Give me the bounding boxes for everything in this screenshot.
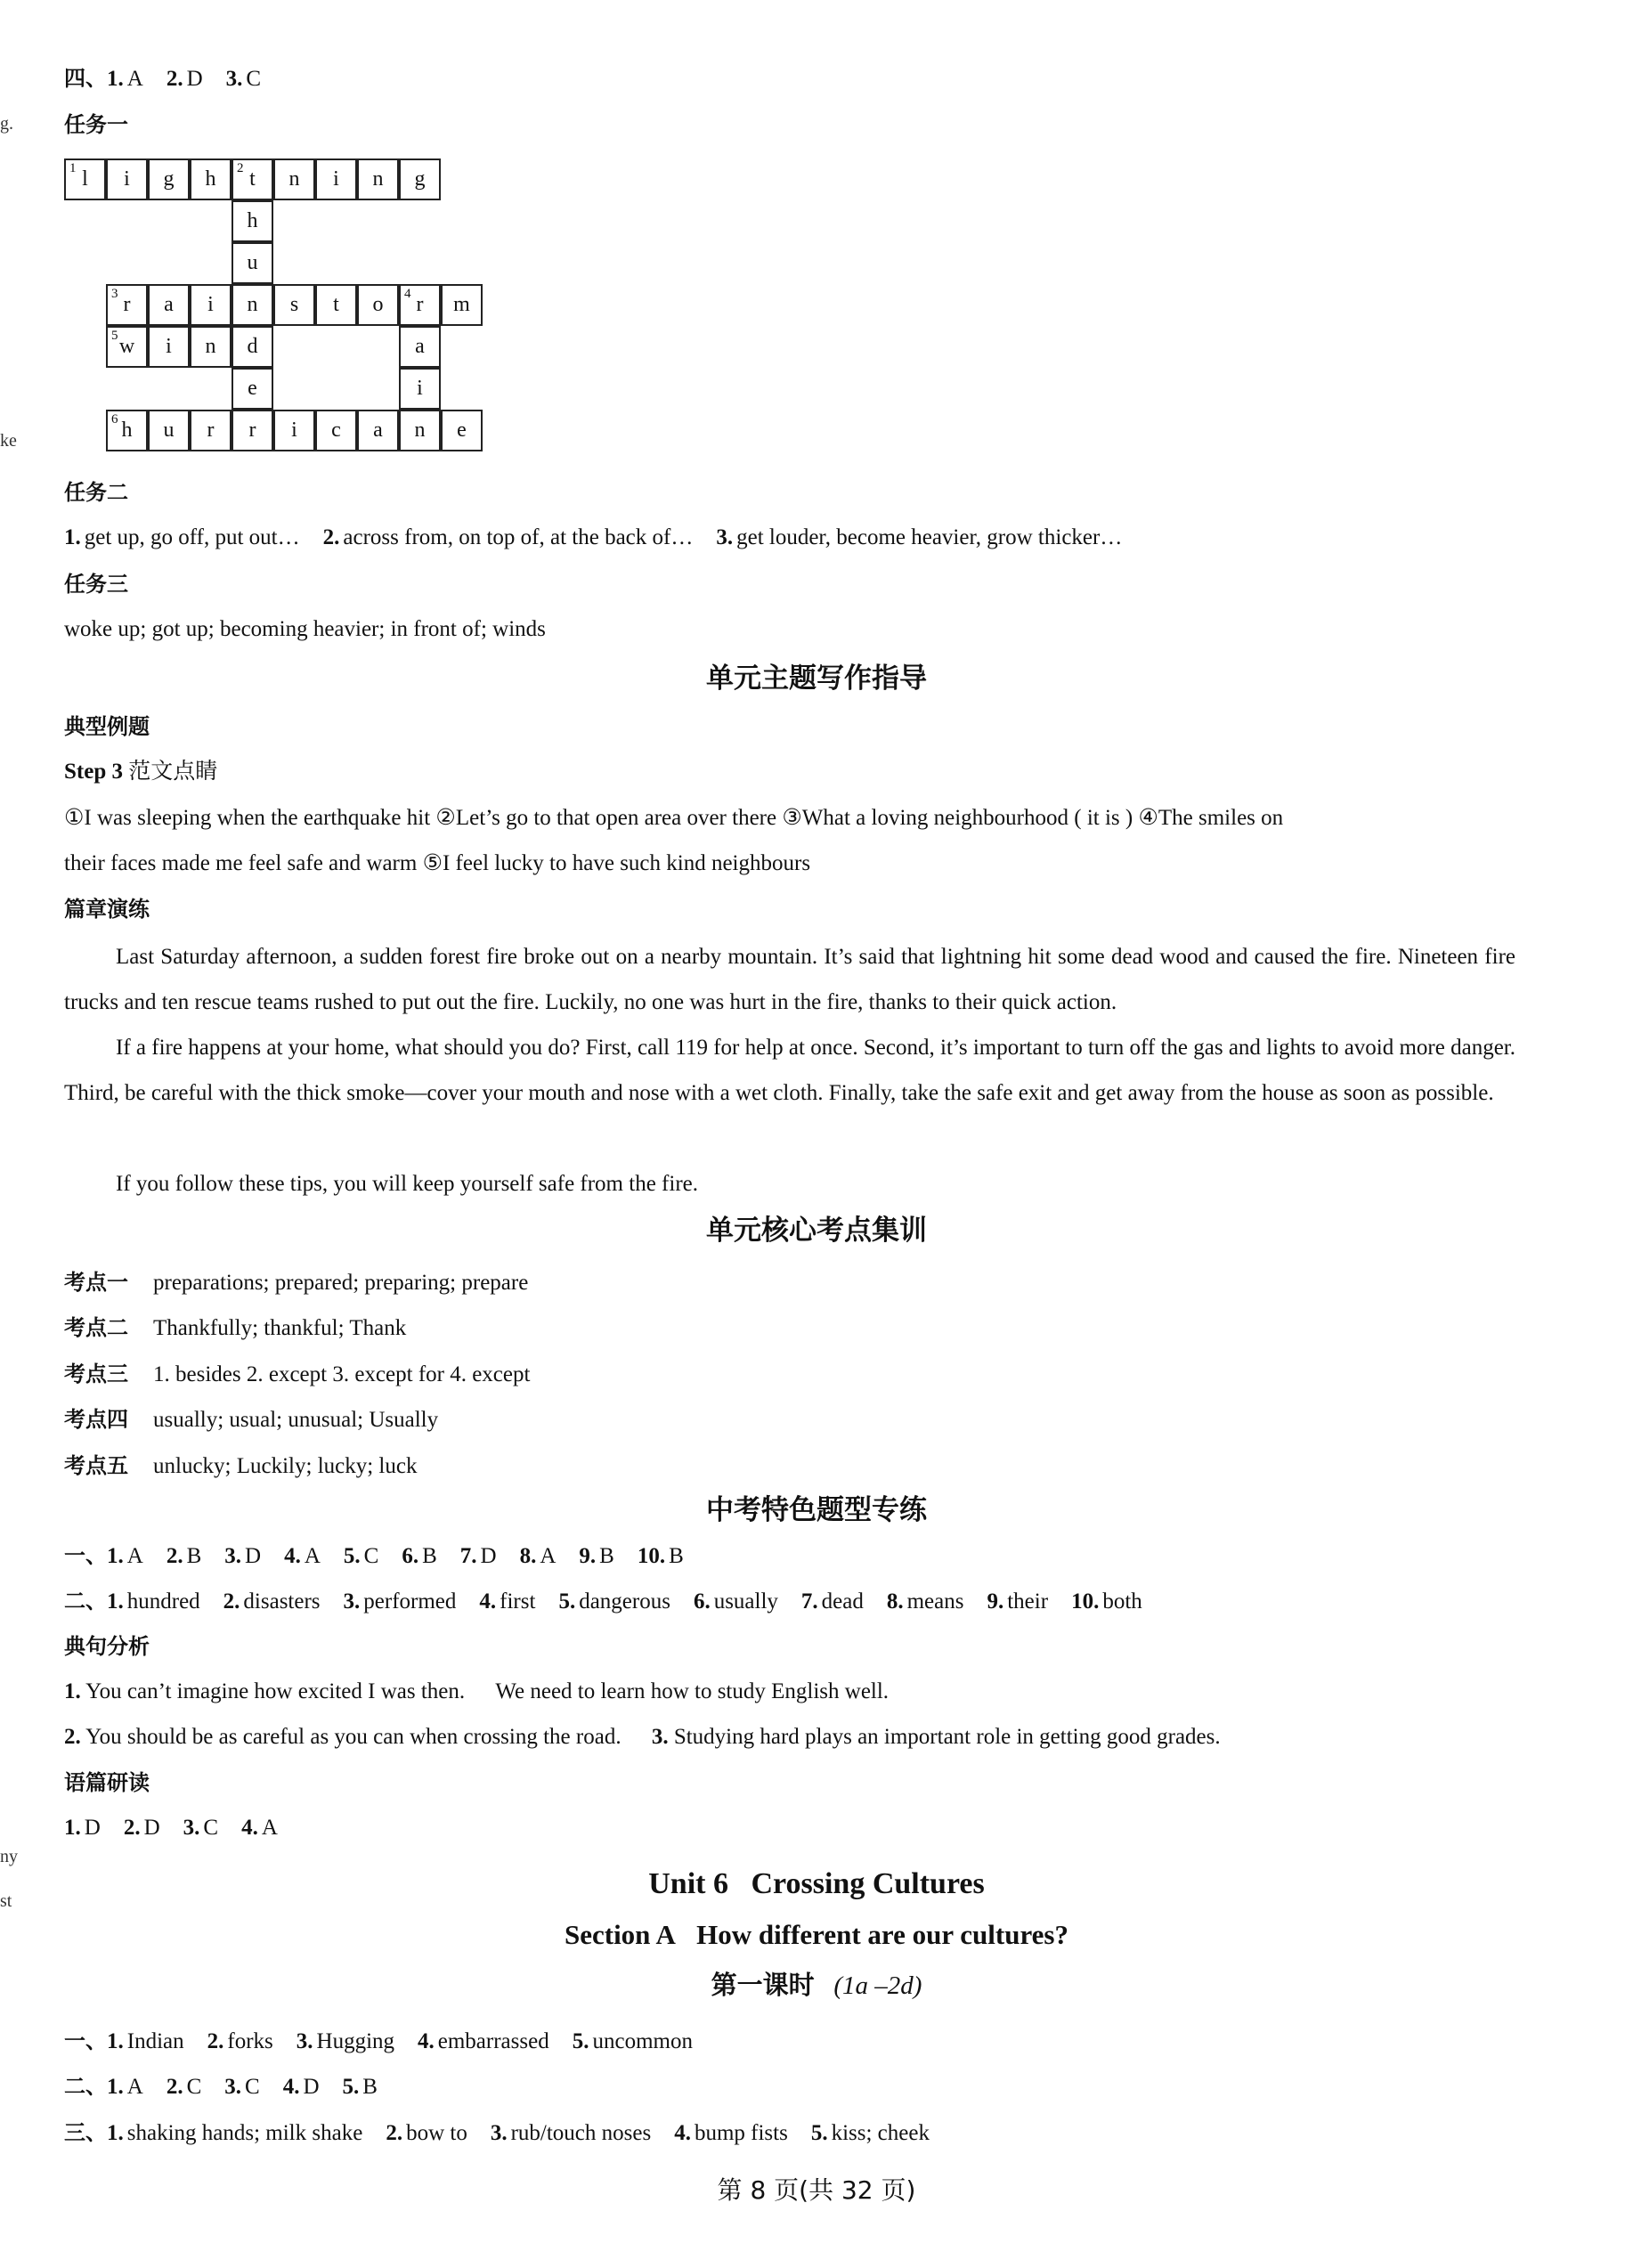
typical-heading: 典型例题 xyxy=(64,714,150,739)
unit-title xyxy=(0,1865,1633,1904)
section-label: 二、 xyxy=(64,2074,107,2099)
answer-number: 1. xyxy=(107,2029,124,2053)
crossword-letter: u xyxy=(163,419,175,442)
answer-text: their xyxy=(1007,1589,1049,1614)
answer-text: D xyxy=(245,1544,262,1568)
task3-answers: woke up; got up; becoming heavier; in front of; winds xyxy=(64,617,546,641)
section-label: 一、 xyxy=(64,1543,107,1568)
answer-item xyxy=(343,2073,378,2101)
answer-number: 4. xyxy=(479,1589,497,1614)
answer-number: 4. xyxy=(241,1816,258,1840)
section-number: Section A xyxy=(564,1919,676,1950)
core-label: 考点三 xyxy=(64,1362,128,1386)
answer-item xyxy=(801,1588,864,1616)
core-answer: Thankfully; thankful; Thank xyxy=(153,1316,407,1340)
answer-number: 3. xyxy=(183,1816,200,1840)
essay-paragraph-3: If you follow these tips, you will keep yourself safe from the fire. xyxy=(116,1172,698,1196)
exam-part2 xyxy=(64,1587,1142,1616)
answer-text: C xyxy=(363,1544,379,1568)
answer-item xyxy=(183,1814,218,1842)
crossword-letter: r xyxy=(207,419,215,442)
answer-item xyxy=(107,2119,362,2148)
practice-heading: 篇章演练 xyxy=(64,897,150,922)
crossword-letter: t xyxy=(333,293,339,316)
crossword-letter: d xyxy=(247,335,258,358)
answer-number: 2. xyxy=(166,67,183,91)
clue-number: 3 xyxy=(111,287,118,301)
sentence-3: Studying hard plays an important role in getting good grades. xyxy=(673,1725,1221,1749)
answer-item xyxy=(283,2073,320,2101)
crossword-letter: h xyxy=(205,167,216,191)
answer-number: 1. xyxy=(107,1589,124,1614)
answer-item xyxy=(1071,1588,1142,1616)
unit6-part2 xyxy=(64,2072,378,2101)
crossword-letter: i xyxy=(291,419,297,442)
answer-item xyxy=(226,65,261,93)
unit6-part3 xyxy=(64,2118,930,2148)
crossword-cell xyxy=(232,326,273,368)
crossword-cell xyxy=(190,326,232,368)
answer-text: A xyxy=(261,1816,278,1840)
core-answer: preparations; prepared; preparing; prepare xyxy=(153,1271,529,1295)
clue-number: 1 xyxy=(69,161,77,175)
step-title: 范文点睛 xyxy=(128,760,218,784)
answer-number: 8. xyxy=(886,1589,904,1614)
answer-number: 4. xyxy=(284,1544,301,1568)
edge-fragment: g. xyxy=(0,114,13,134)
answer-item xyxy=(107,1542,143,1571)
answer-item xyxy=(64,1814,101,1842)
answer-text: D xyxy=(143,1816,160,1840)
crossword-cell xyxy=(148,326,190,368)
answer-item xyxy=(167,1542,201,1571)
answer-item xyxy=(402,1542,436,1571)
section-title xyxy=(0,1917,1633,1953)
answer-item xyxy=(579,1542,613,1571)
crossword-cell xyxy=(106,284,148,326)
unit-number: Unit 6 xyxy=(648,1867,728,1900)
answer-number: 2. xyxy=(223,1589,240,1614)
model-sentences-2: their faces made me feel safe and warm ⑤I feel lucky to have such kind neighbours xyxy=(64,851,811,875)
answer-text: kiss; cheek xyxy=(831,2121,930,2145)
answer-item xyxy=(107,2028,184,2056)
answer-number: 1. xyxy=(107,67,124,91)
section-label: 三、 xyxy=(64,2120,107,2145)
answer-number: 3. xyxy=(296,2029,313,2053)
clue-number: 6 xyxy=(111,412,118,427)
answer-text: B xyxy=(669,1544,684,1568)
crossword-letter: t xyxy=(249,167,256,191)
crossword-cell xyxy=(357,159,399,200)
crossword-cell xyxy=(315,284,357,326)
answer-number: 2. xyxy=(386,2121,403,2145)
answer-number: 3. xyxy=(490,2121,508,2145)
model-sentences-1: ①I was sleeping when the earthquake hit ②Let’s go to that open area over there ③What a loving neighbourhood ( it is ) ④The smiles on xyxy=(64,806,1284,830)
answer-text: get up, go off, put out… xyxy=(84,525,300,549)
answer-item xyxy=(418,2028,549,2056)
crossword-letter: r xyxy=(416,293,424,316)
crossword-cell xyxy=(399,159,441,200)
answer-item xyxy=(107,1588,200,1616)
answer-number: 5. xyxy=(343,1544,361,1568)
sentence-row-1: 1. You can’t imagine how excited I was then. We need to learn how to study English well. xyxy=(64,1679,890,1703)
core-label: 考点一 xyxy=(64,1270,128,1295)
crossword-cell xyxy=(190,410,232,451)
answer-text: means xyxy=(906,1589,964,1614)
answer-item xyxy=(344,1588,457,1616)
answer-number: 6. xyxy=(693,1589,711,1614)
page-footer: 第 8 页(共 32 页) xyxy=(717,2175,916,2205)
answer-text: A xyxy=(126,67,143,91)
answer-item xyxy=(284,1542,321,1571)
answer-item xyxy=(887,1588,964,1616)
answer-item xyxy=(638,1542,684,1571)
crossword-letter: r xyxy=(248,419,256,442)
crossword-cell xyxy=(232,410,273,451)
answer-text: A xyxy=(304,1544,321,1568)
crossword-letter: n xyxy=(288,167,300,191)
answer-number: 1. xyxy=(107,2121,124,2145)
answer-item xyxy=(167,65,203,93)
answer-text: Hugging xyxy=(316,2029,395,2053)
crossword-cell xyxy=(106,410,148,451)
answer-text: D xyxy=(480,1544,497,1568)
step-heading xyxy=(64,758,217,786)
answer-number: 6. xyxy=(402,1544,419,1568)
section-label: 四、 xyxy=(64,66,107,91)
sentence-2: You should be as careful as you can when crossing the road. xyxy=(85,1725,622,1749)
answer-text: get louder, become heavier, grow thicker… xyxy=(736,525,1123,549)
answer-number: 1. xyxy=(107,2075,124,2099)
answer-number: 9. xyxy=(579,1544,597,1568)
section-name: How different are our cultures? xyxy=(696,1919,1068,1950)
unit-name: Crossing Cultures xyxy=(751,1867,985,1900)
sentence-1: You can’t imagine how excited I was then. xyxy=(85,1679,466,1703)
answer-number: 1. xyxy=(64,525,81,549)
crossword-cell xyxy=(232,284,273,326)
answer-text: D xyxy=(303,2075,320,2099)
unit6-part1 xyxy=(64,2027,693,2056)
crossword-cell xyxy=(357,410,399,451)
exam-title: 中考特色题型专练 xyxy=(706,1494,927,1526)
essay-paragraph-1: Last Saturday afternoon, a sudden forest fire broke out on a nearby mountain. It’s said that lightning hit some dead wood and caused the fire. Nineteen fire trucks and ten rescue teams rushed to put out the fire. Luckily, no one was hurt in the fire, thanks to their quick action. xyxy=(64,945,1515,1014)
task3-heading: 任务三 xyxy=(64,572,128,597)
section-label: 一、 xyxy=(64,2028,107,2053)
crossword-letter: i xyxy=(207,293,214,316)
crossword-cell xyxy=(399,284,441,326)
crossword-letter: o xyxy=(372,293,384,316)
crossword-cell xyxy=(148,410,190,451)
crossword-cell xyxy=(232,159,273,200)
section-label: 二、 xyxy=(64,1589,107,1614)
answer-text: shaking hands; milk shake xyxy=(126,2121,363,2145)
answer-item xyxy=(323,524,694,552)
crossword-cell xyxy=(148,284,190,326)
sentence-1b: We need to learn how to study English well. xyxy=(495,1679,890,1703)
crossword-letter: a xyxy=(164,293,174,316)
answer-number: 1. xyxy=(107,1544,124,1568)
core-row xyxy=(64,1405,438,1435)
clue-number: 4 xyxy=(404,287,411,301)
answer-text: dead xyxy=(821,1589,864,1614)
answer-text: C xyxy=(245,2075,260,2099)
crossword-letter: h xyxy=(247,209,258,232)
crossword-cell xyxy=(106,326,148,368)
lesson-range: (1a –2d) xyxy=(833,1971,922,2000)
crossword-cell xyxy=(232,242,273,284)
answer-item xyxy=(224,2073,259,2101)
crossword-cell xyxy=(190,284,232,326)
task1-heading: 任务一 xyxy=(64,112,128,137)
answer-item xyxy=(479,1588,535,1616)
answer-text: A xyxy=(126,1544,143,1568)
answer-number: 3. xyxy=(716,525,734,549)
answer-item xyxy=(491,2119,651,2148)
section4-answers xyxy=(64,64,261,93)
answer-text: both xyxy=(1102,1589,1142,1614)
sentence-heading: 典句分析 xyxy=(64,1634,150,1659)
answer-number: 8. xyxy=(519,1544,537,1568)
crossword-cell xyxy=(232,200,273,242)
crossword-cell xyxy=(273,159,315,200)
answer-text: dangerous xyxy=(579,1589,670,1614)
answer-text: bump fists xyxy=(694,2121,788,2145)
crossword-cell xyxy=(399,410,441,451)
answer-item xyxy=(107,65,143,93)
crossword-cell xyxy=(232,368,273,410)
crossword-letter: l xyxy=(82,167,88,191)
answer-number: 4. xyxy=(418,2029,435,2053)
answer-text: A xyxy=(126,2075,143,2099)
answer-text: C xyxy=(203,1816,219,1840)
core-row xyxy=(64,1313,406,1343)
answer-text: first xyxy=(500,1589,536,1614)
answer-number: 4. xyxy=(674,2121,691,2145)
answer-item xyxy=(344,1542,378,1571)
answer-item xyxy=(224,1542,261,1571)
crossword-letter: h xyxy=(121,419,133,442)
core-row xyxy=(64,1268,528,1297)
crossword-cell xyxy=(315,159,357,200)
answer-item xyxy=(674,2119,788,2148)
core-answer: 1. besides 2. except 3. except for 4. except xyxy=(153,1362,531,1386)
answer-text: performed xyxy=(363,1589,457,1614)
task2-heading: 任务二 xyxy=(64,480,128,505)
answer-number: 3. xyxy=(225,67,243,91)
exam-part1 xyxy=(64,1541,684,1571)
essay-paragraph-2: If a fire happens at your home, what should you do? First, call 119 for help at once. Second, it’s important to turn off the gas and lights to avoid more danger. Third, be careful with the thick smoke—cover your mouth and nose with a wet cloth. Finally, take the safe exit and get away from the house as soon as possible. xyxy=(64,1036,1515,1105)
answer-text: C xyxy=(246,67,262,91)
crossword-cell xyxy=(106,159,148,200)
answer-item xyxy=(64,524,300,552)
answer-item xyxy=(811,2119,930,2148)
answer-text: B xyxy=(422,1544,437,1568)
crossword-letter: r xyxy=(123,293,131,316)
core-label: 考点四 xyxy=(64,1407,128,1432)
answer-number: 2. xyxy=(166,1544,183,1568)
answer-item xyxy=(107,2073,143,2101)
crossword-letter: c xyxy=(331,419,341,442)
answer-item xyxy=(520,1542,557,1571)
crossword-cell xyxy=(441,410,483,451)
crossword-letter: i xyxy=(124,167,130,191)
crossword-cell xyxy=(273,410,315,451)
crossword-cell xyxy=(273,284,315,326)
answer-number: 2. xyxy=(166,2075,183,2099)
sentence-row-2: 2. You should be as careful as you can when crossing the road. 3. Studying hard plays an important role in getting good grades. xyxy=(64,1725,1221,1749)
crossword-letter: n xyxy=(372,167,384,191)
crossword-cell xyxy=(190,159,232,200)
answer-item xyxy=(716,524,1122,552)
answer-text: C xyxy=(186,2075,202,2099)
lesson-name: 第一课时 xyxy=(711,1970,815,2000)
crossword-cell xyxy=(399,326,441,368)
crossword-letter: m xyxy=(453,293,470,316)
answer-item xyxy=(987,1588,1048,1616)
answer-text: across from, on top of, at the back of… xyxy=(343,525,694,549)
crossword-letter: e xyxy=(248,377,257,400)
answer-item xyxy=(386,2119,467,2148)
answer-item xyxy=(558,1588,670,1616)
crossword-letter: w xyxy=(118,335,135,358)
crossword-letter: s xyxy=(289,293,299,316)
answer-text: bow to xyxy=(406,2121,467,2145)
crossword-letter: a xyxy=(373,419,383,442)
core-answer: unlucky; Luckily; lucky; luck xyxy=(153,1454,418,1478)
answer-number: 9. xyxy=(987,1589,1004,1614)
reading-heading: 语篇研读 xyxy=(64,1770,150,1795)
reading-answers xyxy=(64,1814,278,1842)
answer-text: uncommon xyxy=(592,2029,693,2053)
answer-number: 5. xyxy=(342,2075,360,2099)
crossword-cell xyxy=(357,284,399,326)
core-title: 单元核心考点集训 xyxy=(706,1215,927,1247)
answer-number: 3. xyxy=(224,1544,241,1568)
answer-number: 3. xyxy=(224,2075,241,2099)
core-row xyxy=(64,1360,530,1389)
answer-number: 5. xyxy=(810,2121,828,2145)
edge-fragment: st xyxy=(0,1891,12,1911)
answer-number: 7. xyxy=(800,1589,818,1614)
core-label: 考点二 xyxy=(64,1315,128,1340)
answer-item xyxy=(223,1588,321,1616)
answer-number: 1. xyxy=(64,1816,81,1840)
answer-number: 2. xyxy=(322,525,340,549)
answer-number: 3. xyxy=(343,1589,361,1614)
answer-text: embarrassed xyxy=(437,2029,549,2053)
clue-number: 5 xyxy=(111,329,118,343)
writing-title: 单元主题写作指导 xyxy=(706,663,927,695)
crossword-cell xyxy=(441,284,483,326)
crossword-letter: n xyxy=(205,335,216,358)
answer-text: disasters xyxy=(243,1589,321,1614)
answer-item xyxy=(573,2028,693,2056)
crossword-letter: n xyxy=(247,293,258,316)
crossword-cell xyxy=(148,159,190,200)
lesson-title xyxy=(0,1968,1633,2003)
core-row xyxy=(64,1451,417,1481)
core-answer: usually; usual; unusual; Usually xyxy=(153,1408,439,1432)
answer-number: 2. xyxy=(123,1816,141,1840)
crossword-letter: i xyxy=(333,167,339,191)
answer-number: 5. xyxy=(558,1589,576,1614)
answer-text: Indian xyxy=(126,2029,184,2053)
answer-item xyxy=(167,2073,201,2101)
answer-text: usually xyxy=(713,1589,778,1614)
answer-number: 4. xyxy=(282,2075,300,2099)
crossword-letter: n xyxy=(414,419,426,442)
answer-number: 10. xyxy=(1071,1589,1100,1614)
crossword-letter: i xyxy=(166,335,172,358)
crossword-cell xyxy=(399,368,441,410)
clue-number: 2 xyxy=(237,161,244,175)
edge-fragment: ke xyxy=(0,431,17,451)
crossword-letter: u xyxy=(247,251,258,274)
crossword-cell xyxy=(64,159,106,200)
answer-number: 7. xyxy=(459,1544,477,1568)
crossword-letter: i xyxy=(417,377,423,400)
answer-number: 5. xyxy=(572,2029,589,2053)
crossword-letter: a xyxy=(415,335,425,358)
answer-item xyxy=(297,2028,394,2056)
answer-item xyxy=(694,1588,778,1616)
answer-item xyxy=(460,1542,497,1571)
answer-text: forks xyxy=(227,2029,273,2053)
answer-text: D xyxy=(186,67,203,91)
answer-item xyxy=(207,2028,273,2056)
answer-text: B xyxy=(362,2075,378,2099)
answer-text: B xyxy=(186,1544,202,1568)
answer-text: rub/touch noses xyxy=(510,2121,652,2145)
crossword-letter: g xyxy=(163,167,175,191)
answer-item xyxy=(241,1814,278,1842)
edge-fragment: ny xyxy=(0,1847,18,1866)
crossword-letter: g xyxy=(414,167,426,191)
answer-text: hundred xyxy=(126,1589,200,1614)
answer-text: A xyxy=(540,1544,557,1568)
step-label: Step 3 xyxy=(64,760,123,784)
crossword-letter: e xyxy=(457,419,467,442)
answer-text: B xyxy=(599,1544,614,1568)
task2-answers xyxy=(64,524,1122,552)
crossword-cell xyxy=(315,410,357,451)
answer-number: 10. xyxy=(637,1544,666,1568)
answer-item xyxy=(124,1814,160,1842)
answer-number: 2. xyxy=(207,2029,224,2053)
core-label: 考点五 xyxy=(64,1453,128,1478)
answer-text: D xyxy=(84,1816,101,1840)
